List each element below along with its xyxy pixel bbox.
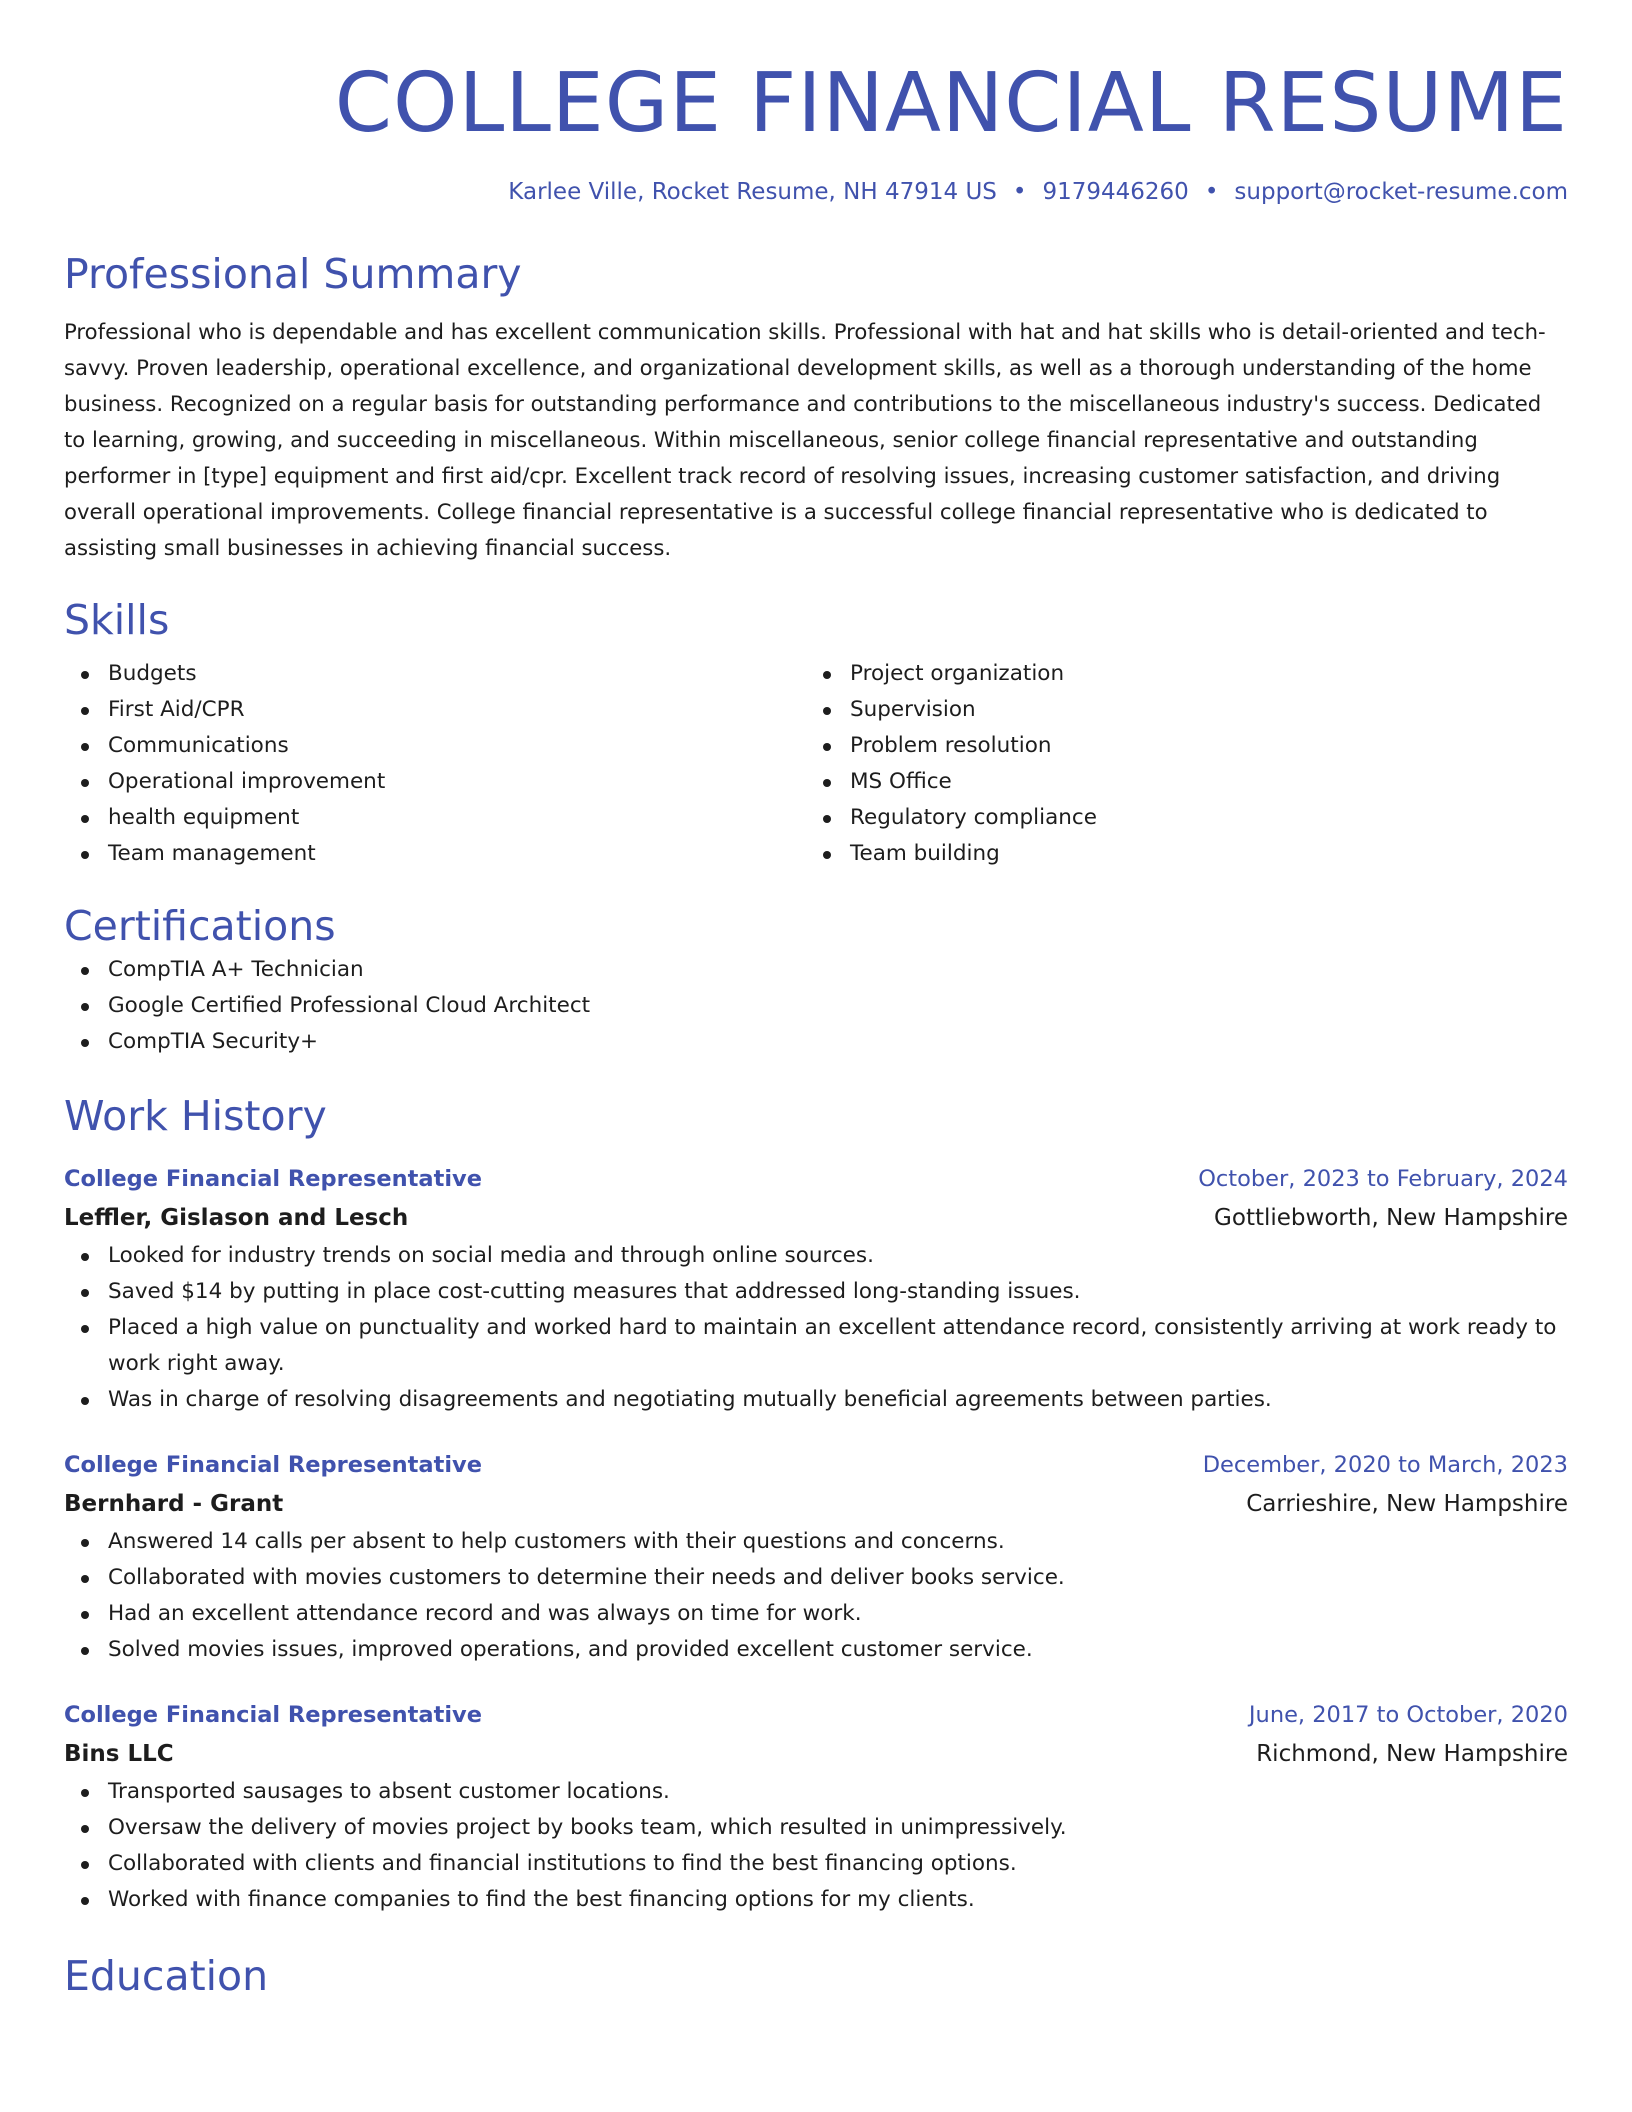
job-entry <box>64 1696 1568 1918</box>
job-bullet: Collaborated with movies customers to determine their needs and deliver books service. <box>108 1560 1568 1596</box>
education-heading: Education <box>64 1952 269 2000</box>
skills-column-right <box>806 656 1548 872</box>
job-bullets <box>64 1524 1568 1668</box>
skills-heading: Skills <box>64 596 170 644</box>
contact-email[interactable]: support@rocket-resume.com <box>1234 179 1568 205</box>
skill-item: Project organization <box>850 656 1548 692</box>
job-bullet: Solved movies issues, improved operations, and provided excellent customer service. <box>108 1632 1568 1668</box>
job-bullets <box>64 1774 1568 1918</box>
job-bullet: Oversaw the delivery of movies project by books team, which resulted in unimpressively. <box>108 1810 1568 1846</box>
certifications-list <box>64 952 1568 1060</box>
skill-item: Supervision <box>850 692 1548 728</box>
certification-item: CompTIA A+ Technician <box>108 952 1568 988</box>
job-company-row <box>64 1734 1568 1774</box>
job-bullet: Answered 14 calls per absent to help customers with their questions and concerns. <box>108 1524 1568 1560</box>
job-location: Richmond, New Hampshire <box>1256 1741 1568 1767</box>
certification-item: CompTIA Security+ <box>108 1024 1568 1060</box>
skill-item: First Aid/CPR <box>108 692 806 728</box>
skills-list-right <box>806 656 1548 872</box>
summary-heading: Professional Summary <box>64 250 522 298</box>
summary-text: Professional who is dependable and has excellent communication skills. Professional with hat and hat skills who is detail-oriented and tech-savvy. Proven leadership, operational excellence, and organizational development skills, as well as a thorough understanding of the home business. Recognized on a regular basis for outstanding performance and contributions to the miscellaneous industry's success. Dedicated to learning, growing, and succeeding in miscellaneous. Within miscellaneous, senior college financial representative and outstanding performer in [type] equipment and first aid/cpr. Excellent track record of resolving issues, increasing customer satisfaction, and driving overall operational improvements. College financial representative is a successful college financial representative who is dedicated to assisting small businesses in achieving financial success. <box>64 319 1546 560</box>
skill-item: MS Office <box>850 764 1548 800</box>
job-company: Bernhard - Grant <box>64 1491 284 1517</box>
contact-address: Karlee Ville, Rocket Resume, NH 47914 US <box>508 179 997 205</box>
skill-item: Communications <box>108 728 806 764</box>
job-dates: June, 2017 to October, 2020 <box>1248 1702 1568 1728</box>
job-title: College Financial Representative <box>64 1166 482 1192</box>
job-bullet: Collaborated with clients and financial institutions to find the best financing options. <box>108 1846 1568 1882</box>
contact-phone: 9179446260 <box>1042 179 1189 205</box>
job-location: Gottliebworth, New Hampshire <box>1214 1205 1568 1231</box>
job-bullet: Worked with finance companies to find the best financing options for my clients. <box>108 1882 1568 1918</box>
certification-item: Google Certified Professional Cloud Architect <box>108 988 1568 1024</box>
contact-line <box>64 176 1568 208</box>
job-bullet: Transported sausages to absent customer locations. <box>108 1774 1568 1810</box>
contact-separator: • <box>1204 179 1219 205</box>
skill-item: Team building <box>850 836 1548 872</box>
job-bullet: Was in charge of resolving disagreements and negotiating mutually beneficial agreements between parties. <box>108 1382 1568 1418</box>
job-dates: December, 2020 to March, 2023 <box>1202 1452 1568 1478</box>
job-bullet: Placed a high value on punctuality and worked hard to maintain an excellent attendance record, consistently arriving at work ready to work right away. <box>108 1310 1568 1382</box>
certifications-heading: Certifications <box>64 902 336 950</box>
job-company: Leffler, Gislason and Lesch <box>64 1205 409 1231</box>
job-dates: October, 2023 to February, 2024 <box>1198 1166 1568 1192</box>
job-bullet: Saved $14 by putting in place cost-cutting measures that addressed long-standing issues. <box>108 1274 1568 1310</box>
skill-item: Operational improvement <box>108 764 806 800</box>
skill-item: Problem resolution <box>850 728 1548 764</box>
job-company: Bins LLC <box>64 1741 174 1767</box>
contact-separator: • <box>1012 179 1027 205</box>
job-header-row <box>64 1160 1568 1198</box>
job-title: College Financial Representative <box>64 1452 482 1478</box>
job-entry <box>64 1160 1568 1418</box>
work-history-heading: Work History <box>64 1092 327 1140</box>
skills-list-left <box>64 656 806 872</box>
job-bullet: Had an excellent attendance record and was always on time for work. <box>108 1596 1568 1632</box>
job-title: College Financial Representative <box>64 1702 482 1728</box>
skill-item: Budgets <box>108 656 806 692</box>
skill-item: Team management <box>108 836 806 872</box>
resume-title: COLLEGE FINANCIAL RESUME <box>334 56 1568 151</box>
job-bullets <box>64 1238 1568 1418</box>
skill-item: health equipment <box>108 800 806 836</box>
skill-item: Regulatory compliance <box>850 800 1548 836</box>
job-company-row <box>64 1484 1568 1524</box>
job-header-row <box>64 1696 1568 1734</box>
job-entry <box>64 1446 1568 1668</box>
job-company-row <box>64 1198 1568 1238</box>
skills-column-left <box>64 656 806 872</box>
job-bullet: Looked for industry trends on social media and through online sources. <box>108 1238 1568 1274</box>
job-header-row <box>64 1446 1568 1484</box>
job-location: Carrieshire, New Hampshire <box>1246 1491 1568 1517</box>
skills-grid <box>64 656 1568 872</box>
